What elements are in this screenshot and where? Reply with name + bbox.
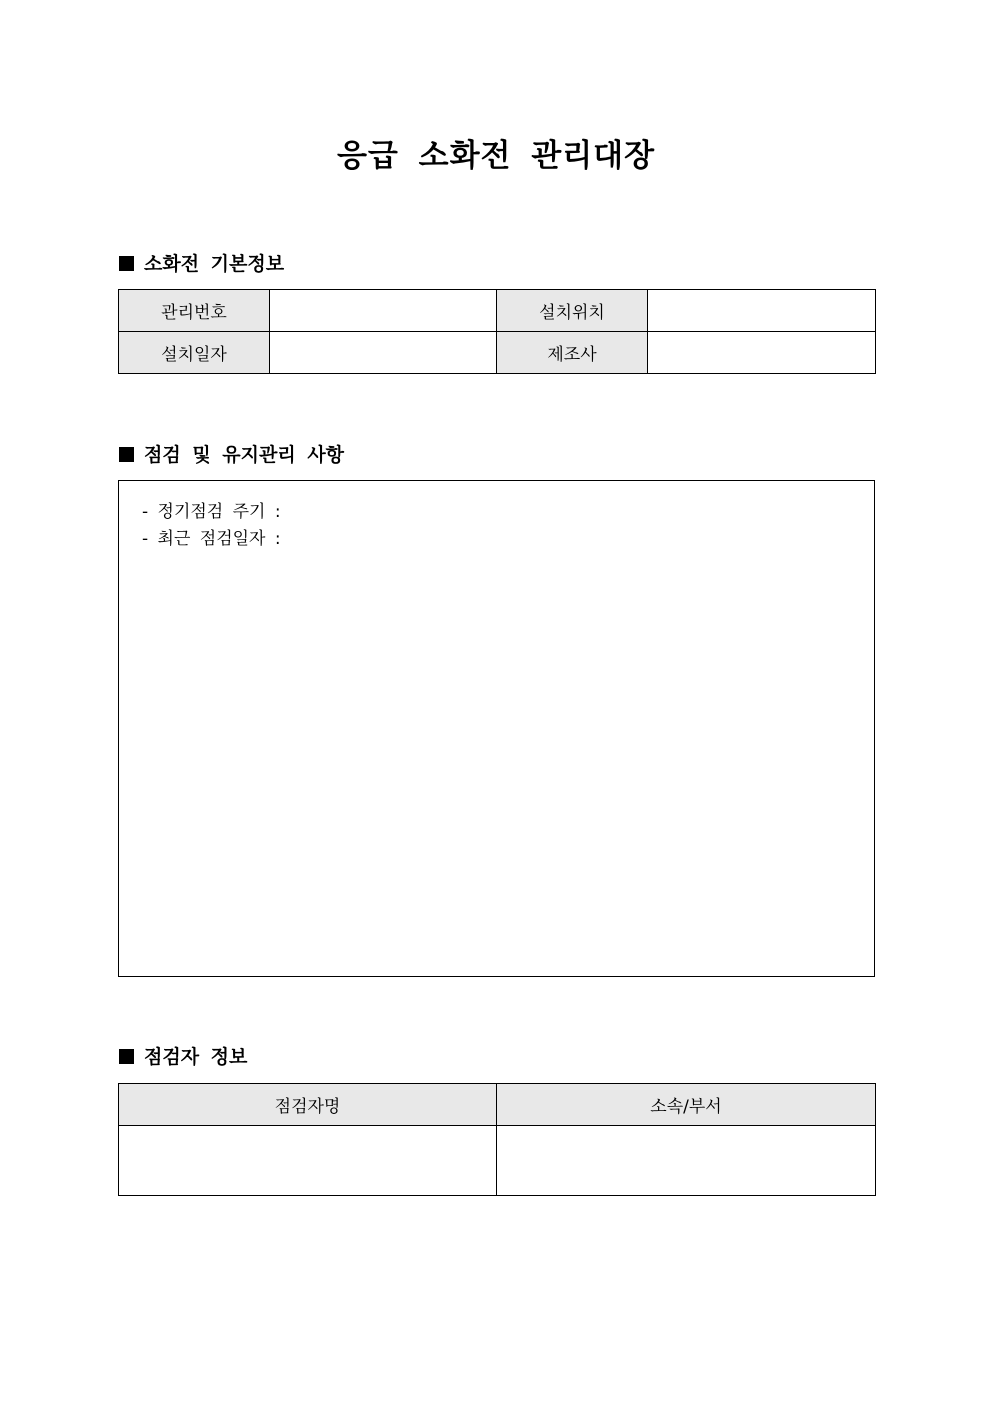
section-heading-maintenance <box>119 442 344 468</box>
management-number-label: 관리번호 <box>119 290 270 332</box>
inspector-table <box>118 1083 876 1196</box>
department-header: 소속/부서 <box>497 1084 876 1126</box>
install-date-label: 설치일자 <box>119 332 270 374</box>
install-location-label: 설치위치 <box>497 290 648 332</box>
basic-info-table <box>118 289 876 374</box>
inspection-cycle-line: - 정기점검 주기 : <box>142 502 281 522</box>
inspector-name-field[interactable] <box>119 1126 497 1196</box>
section-heading-basic-info <box>119 251 284 277</box>
manufacturer-field[interactable] <box>648 332 876 374</box>
table-row <box>119 1126 876 1196</box>
section-heading-label: 소화전 기본정보 <box>144 253 285 275</box>
maintenance-notes-box[interactable] <box>118 480 875 977</box>
table-row <box>119 332 876 374</box>
last-inspection-date-line: - 최근 점검일자 : <box>142 529 281 549</box>
department-field[interactable] <box>497 1126 876 1196</box>
management-number-field[interactable] <box>270 290 497 332</box>
section-heading-label: 점검자 정보 <box>144 1046 248 1068</box>
section-heading-label: 점검 및 유지관리 사항 <box>144 444 345 466</box>
inspector-name-header: 점검자명 <box>119 1084 497 1126</box>
install-date-field[interactable] <box>270 332 497 374</box>
square-bullet-icon <box>119 1049 134 1064</box>
section-heading-inspector <box>119 1044 247 1070</box>
table-row <box>119 290 876 332</box>
maintenance-notes <box>142 499 281 553</box>
install-location-field[interactable] <box>648 290 876 332</box>
manufacturer-label: 제조사 <box>497 332 648 374</box>
square-bullet-icon <box>119 256 134 271</box>
document-title: 응급 소화전 관리대장 <box>336 138 656 174</box>
square-bullet-icon <box>119 447 134 462</box>
table-row <box>119 1084 876 1126</box>
